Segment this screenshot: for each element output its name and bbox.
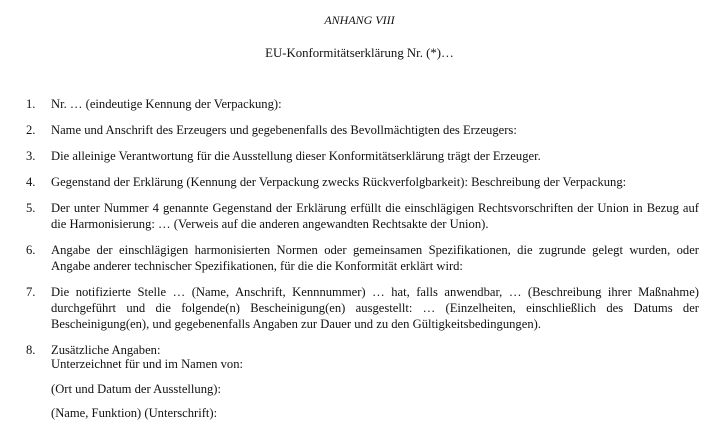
item-text: Angabe der einschlägigen harmonisierten Normen oder gemeinsamen Spezifikationen, die zugrunde gelegt wurden, oder Angabe anderer technischer Spezifikationen, für die die Konformität erklärt wird: bbox=[51, 243, 699, 273]
item-number: 3. bbox=[26, 149, 36, 163]
list-item bbox=[26, 96, 699, 112]
item-number: 6. bbox=[26, 243, 36, 257]
item-number: 8. bbox=[26, 343, 36, 357]
signature-line-on-behalf: Unterzeichnet für und im Namen von: bbox=[51, 357, 243, 371]
list-item bbox=[26, 122, 699, 138]
numbered-list bbox=[26, 96, 699, 368]
signature-line-place-date: (Ort und Datum der Ausstellung): bbox=[51, 382, 221, 396]
item-text: Der unter Nummer 4 genannte Gegenstand der Erklärung erfüllt die einschlägigen Rechtsvorschriften der Union in Bezug auf die Harmonisierung: … (Verweis auf die anderen angewandten Rechtsakte der Union). bbox=[51, 201, 699, 231]
list-item bbox=[26, 284, 699, 332]
item-text: Gegenstand der Erklärung (Kennung der Verpackung zwecks Rückverfolgbarkeit): Beschreibung der Verpackung: bbox=[51, 175, 627, 189]
list-item bbox=[26, 148, 699, 164]
declaration-title: EU-Konformitätserklärung Nr. (*)… bbox=[265, 46, 454, 60]
item-number: 1. bbox=[26, 97, 36, 111]
item-number: 7. bbox=[26, 285, 36, 299]
signature-line-name-function: (Name, Funktion) (Unterschrift): bbox=[51, 406, 218, 420]
item-number: 2. bbox=[26, 123, 36, 137]
item-text: Zusätzliche Angaben: bbox=[51, 343, 161, 357]
list-item bbox=[26, 200, 699, 232]
item-number: 4. bbox=[26, 175, 36, 189]
list-item bbox=[26, 242, 699, 274]
item-text: Die notifizierte Stelle … (Name, Anschrift, Kennnummer) … hat, falls anwendbar, … (Beschreibung ihrer Maßnahme) durchgeführt und die folgende(n) Bescheinigung(en) ausgestellt: … (Einzelheiten, einschließlich des Datums der Bescheinigung(en), und gegebenenfalls Angaben zur Dauer und zu den Gültigkeitsbedingungen). bbox=[51, 285, 699, 331]
list-item bbox=[26, 174, 699, 190]
item-text: Name und Anschrift des Erzeugers und gegebenenfalls des Bevollmächtigten des Erzeugers: bbox=[51, 123, 517, 137]
annex-title: ANHANG VIII bbox=[324, 13, 395, 27]
item-text: Nr. … (eindeutige Kennung der Verpackung): bbox=[51, 97, 282, 111]
item-text: Die alleinige Verantwortung für die Ausstellung dieser Konformitätserklärung trägt der Erzeuger. bbox=[51, 149, 541, 163]
item-number: 5. bbox=[26, 201, 36, 215]
